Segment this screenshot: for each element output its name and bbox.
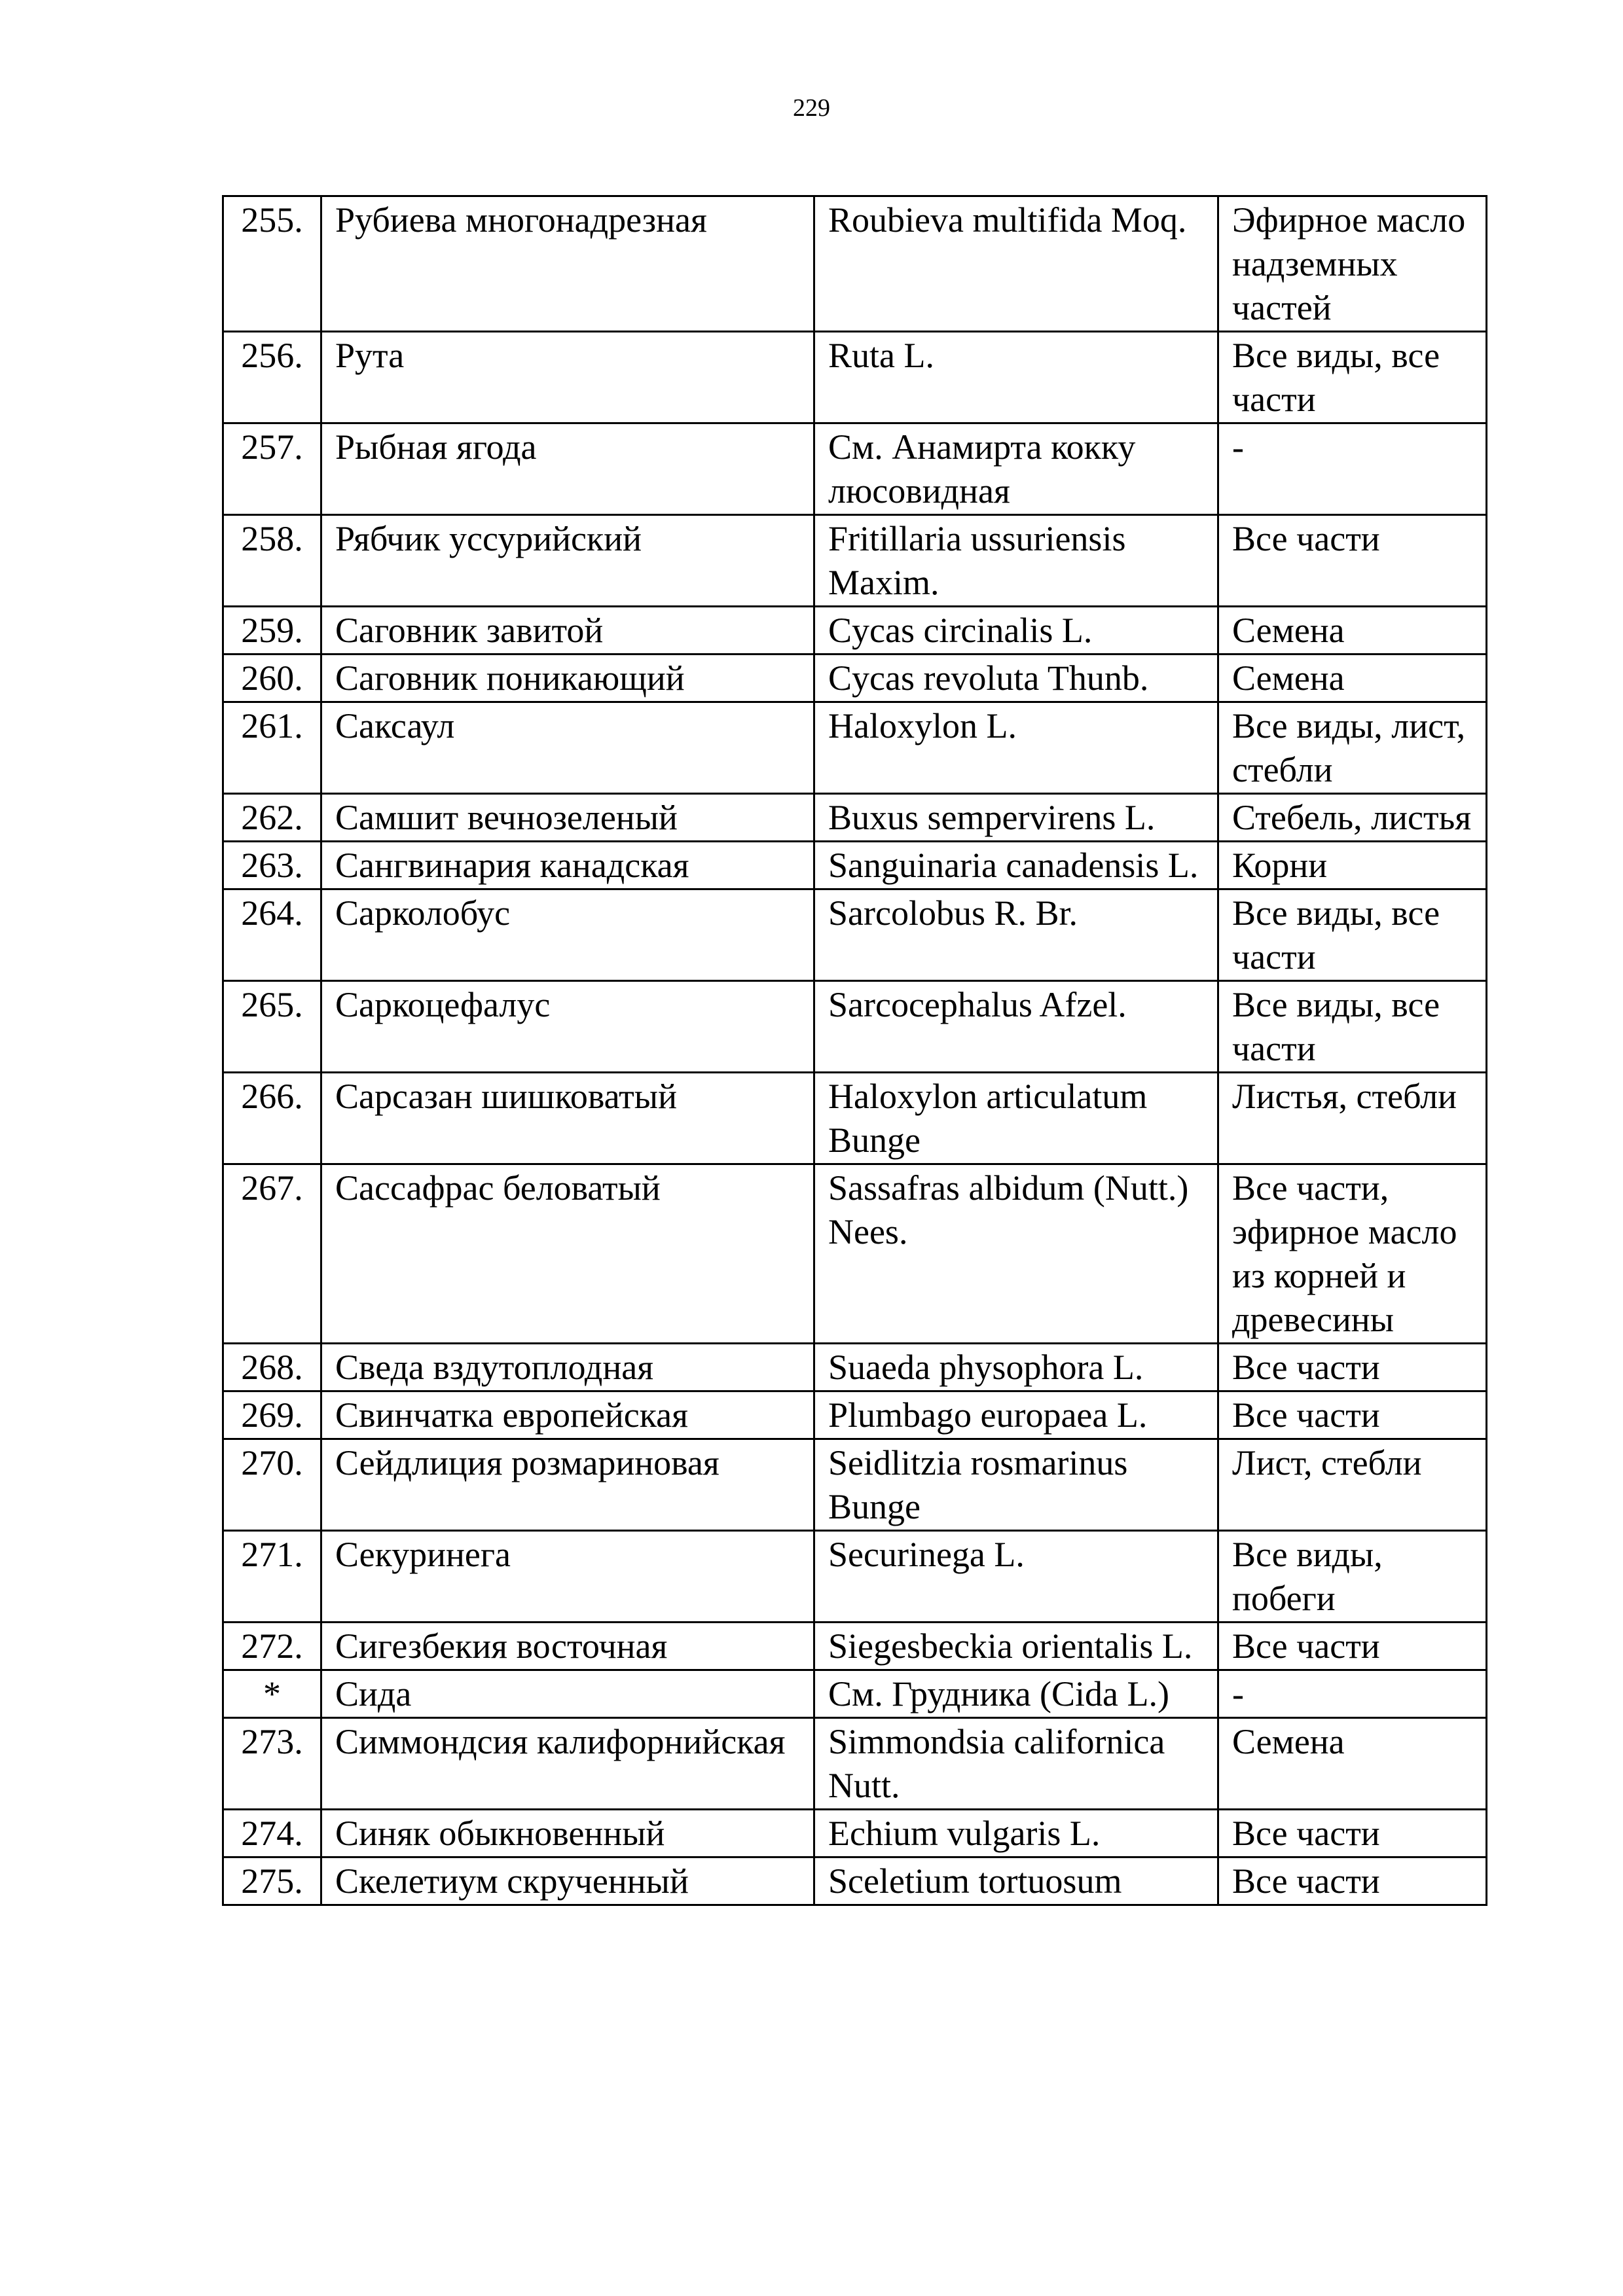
- russian-name: Саговник поникающий: [321, 655, 814, 702]
- row-number: 270.: [223, 1439, 321, 1531]
- plant-part: Все части: [1218, 1623, 1487, 1670]
- russian-name: Синяк обыкновенный: [321, 1810, 814, 1857]
- plant-part: -: [1218, 1670, 1487, 1718]
- plants-table: [222, 195, 1487, 1906]
- table-row: [223, 332, 1487, 423]
- row-number: 275.: [223, 1857, 321, 1905]
- latin-name: Cycas revoluta Thunb.: [814, 655, 1218, 702]
- latin-name: Cycas circinalis L.: [814, 607, 1218, 655]
- plant-part: Семена: [1218, 607, 1487, 655]
- row-number: 255.: [223, 196, 321, 332]
- row-number: 263.: [223, 842, 321, 889]
- russian-name: Сида: [321, 1670, 814, 1718]
- row-number: *: [223, 1670, 321, 1718]
- plant-part: Листья, стебли: [1218, 1073, 1487, 1164]
- russian-name: Самшит вечнозеленый: [321, 794, 814, 842]
- row-number: 258.: [223, 515, 321, 607]
- russian-name: Сейдлиция розмариновая: [321, 1439, 814, 1531]
- table-row: [223, 1857, 1487, 1905]
- plant-part: -: [1218, 423, 1487, 515]
- plant-part: Семена: [1218, 655, 1487, 702]
- russian-name: Симмондсия калифорнийская: [321, 1718, 814, 1810]
- russian-name: Рута: [321, 332, 814, 423]
- table-row: [223, 1531, 1487, 1623]
- table-row: [223, 1670, 1487, 1718]
- table-row: [223, 1073, 1487, 1164]
- latin-name: Roubieva multifida Moq.: [814, 196, 1218, 332]
- table-row: [223, 842, 1487, 889]
- russian-name: Саксаул: [321, 702, 814, 794]
- row-number: 262.: [223, 794, 321, 842]
- page-number: 229: [793, 94, 830, 122]
- plant-part: Все части, эфирное масло из корней и древесины: [1218, 1164, 1487, 1344]
- plant-part: Все части: [1218, 515, 1487, 607]
- russian-name: Скелетиум скрученный: [321, 1857, 814, 1905]
- plant-part: Все виды, все части: [1218, 332, 1487, 423]
- table-row: [223, 794, 1487, 842]
- table-row: [223, 1344, 1487, 1391]
- latin-name: Buxus sempervirens L.: [814, 794, 1218, 842]
- table-row: [223, 607, 1487, 655]
- latin-name: Sanguinaria canadensis L.: [814, 842, 1218, 889]
- row-number: 274.: [223, 1810, 321, 1857]
- russian-name: Сигезбекия восточная: [321, 1623, 814, 1670]
- plant-part: Все части: [1218, 1810, 1487, 1857]
- russian-name: Сарсазан шишковатый: [321, 1073, 814, 1164]
- row-number: 267.: [223, 1164, 321, 1344]
- table-row: [223, 981, 1487, 1073]
- table-row: [223, 655, 1487, 702]
- row-number: 271.: [223, 1531, 321, 1623]
- row-number: 265.: [223, 981, 321, 1073]
- plant-part: Все части: [1218, 1391, 1487, 1439]
- russian-name: Сведа вздутоплодная: [321, 1344, 814, 1391]
- row-number: 268.: [223, 1344, 321, 1391]
- latin-name: Sassafras albidum (Nutt.) Nees.: [814, 1164, 1218, 1344]
- table-row: [223, 889, 1487, 981]
- table-row: [223, 1718, 1487, 1810]
- latin-name: Ruta L.: [814, 332, 1218, 423]
- table-row: [223, 1391, 1487, 1439]
- russian-name: Саговник завитой: [321, 607, 814, 655]
- latin-name: Plumbago europaea L.: [814, 1391, 1218, 1439]
- plants-table-body: [223, 196, 1487, 1905]
- table-row: [223, 1164, 1487, 1344]
- plant-part: Эфирное масло надземных частей: [1218, 196, 1487, 332]
- plant-part: Все части: [1218, 1344, 1487, 1391]
- russian-name: Саркоцефалус: [321, 981, 814, 1073]
- russian-name: Секуринега: [321, 1531, 814, 1623]
- row-number: 257.: [223, 423, 321, 515]
- latin-name: См. Грудника (Cida L.): [814, 1670, 1218, 1718]
- table-row: [223, 1623, 1487, 1670]
- table-row: [223, 1810, 1487, 1857]
- plant-part: Все части: [1218, 1857, 1487, 1905]
- table-row: [223, 423, 1487, 515]
- russian-name: Сангвинария канадская: [321, 842, 814, 889]
- latin-name: Haloxylon articulatum Bunge: [814, 1073, 1218, 1164]
- russian-name: Рубиева многонадрезная: [321, 196, 814, 332]
- plant-part: Все виды, лист, стебли: [1218, 702, 1487, 794]
- row-number: 264.: [223, 889, 321, 981]
- latin-name: Suaeda physophora L.: [814, 1344, 1218, 1391]
- russian-name: Сассафрас беловатый: [321, 1164, 814, 1344]
- row-number: 273.: [223, 1718, 321, 1810]
- latin-name: Fritillaria ussuriensis Maxim.: [814, 515, 1218, 607]
- row-number: 256.: [223, 332, 321, 423]
- plant-part: Корни: [1218, 842, 1487, 889]
- latin-name: Securinega L.: [814, 1531, 1218, 1623]
- latin-name: Sarcolobus R. Br.: [814, 889, 1218, 981]
- row-number: 259.: [223, 607, 321, 655]
- latin-name: Sarcocephalus Afzel.: [814, 981, 1218, 1073]
- latin-name: Echium vulgaris L.: [814, 1810, 1218, 1857]
- latin-name: Siegesbeckia orientalis L.: [814, 1623, 1218, 1670]
- row-number: 266.: [223, 1073, 321, 1164]
- table-row: [223, 1439, 1487, 1531]
- latin-name: См. Анамирта кокку люсовидная: [814, 423, 1218, 515]
- plant-part: Все виды, все части: [1218, 981, 1487, 1073]
- latin-name: Sceletium tortuosum: [814, 1857, 1218, 1905]
- plant-part: Все виды, побеги: [1218, 1531, 1487, 1623]
- plant-part: Семена: [1218, 1718, 1487, 1810]
- latin-name: Haloxylon L.: [814, 702, 1218, 794]
- russian-name: Сарколобус: [321, 889, 814, 981]
- table-row: [223, 196, 1487, 332]
- row-number: 269.: [223, 1391, 321, 1439]
- russian-name: Рябчик уссурийский: [321, 515, 814, 607]
- russian-name: Рыбная ягода: [321, 423, 814, 515]
- plant-part: Все виды, все части: [1218, 889, 1487, 981]
- russian-name: Свинчатка европейская: [321, 1391, 814, 1439]
- table-row: [223, 702, 1487, 794]
- table-row: [223, 515, 1487, 607]
- row-number: 272.: [223, 1623, 321, 1670]
- plant-part: Лист, стебли: [1218, 1439, 1487, 1531]
- plant-part: Стебель, листья: [1218, 794, 1487, 842]
- row-number: 260.: [223, 655, 321, 702]
- latin-name: Seidlitzia rosmarinus Bunge: [814, 1439, 1218, 1531]
- row-number: 261.: [223, 702, 321, 794]
- latin-name: Simmondsia californica Nutt.: [814, 1718, 1218, 1810]
